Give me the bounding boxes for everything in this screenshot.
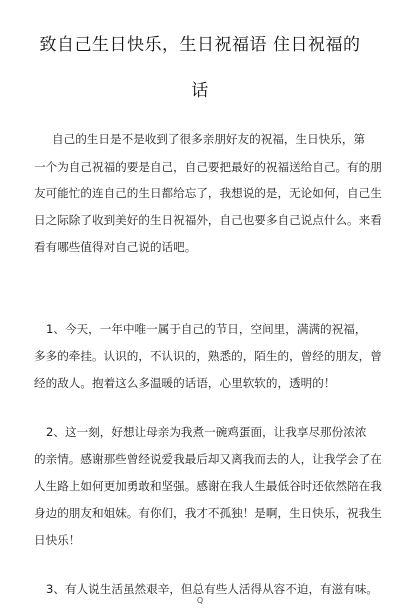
item-3-line: 3、有人说生活虽然艰辛，但总有些人活得从容不迫，有滋有味。 xyxy=(46,582,379,596)
intro-line: 看有哪些值得对自己说的话吧。 xyxy=(34,240,197,254)
page-title-line-1: 致自己生日快乐，生日祝福语 住日祝福的 xyxy=(39,35,361,55)
page-number-mark: Q xyxy=(196,596,204,605)
item-1-line: 1、今天，一年中唯一属于自己的节日，空间里，满满的祝福， xyxy=(46,322,367,336)
item-2-line: 2、这一刻，好想让母亲为我煮一碗鸡蛋面，让我享尽那份浓浓 xyxy=(46,425,367,439)
item-1-line: 经的敌人。抱着这么多温暖的话语，心里软软的，透明的！ xyxy=(34,376,336,390)
intro-line: 一个为自己祝福的要是自己，自己要把最好的祝福送给自己。有的朋 xyxy=(34,160,382,174)
intro-line: 日之际除了收到美好的生日祝福外，自己也要多自己说点什么。来看 xyxy=(34,213,382,227)
item-2-line: 身边的朋友和姐妹。有你们，我才不孤独！是啊，生日快乐，祝我生 xyxy=(34,506,382,520)
intro-line: 友可能忙的连自己的生日都给忘了，我想说的是，无论如何，自己生 xyxy=(34,186,382,200)
item-2-line: 日快乐！ xyxy=(34,533,81,547)
intro-line: 自己的生日是不是收到了很多亲朋好友的祝福，生日快乐，第 xyxy=(52,132,366,146)
item-2-line: 人生路上如何更加勇敢和坚强。感谢在我人生最低谷时还依然陪在我 xyxy=(34,479,382,493)
item-2-line: 的亲情。感谢那些曾经说爱我最后却又离我而去的人，让我学会了在 xyxy=(34,452,382,466)
item-1-line: 多多的牵挂。认识的，不认识的，熟悉的，陌生的，曾经的朋友，曾 xyxy=(34,349,382,363)
page-title-line-2: 话 xyxy=(191,81,209,101)
